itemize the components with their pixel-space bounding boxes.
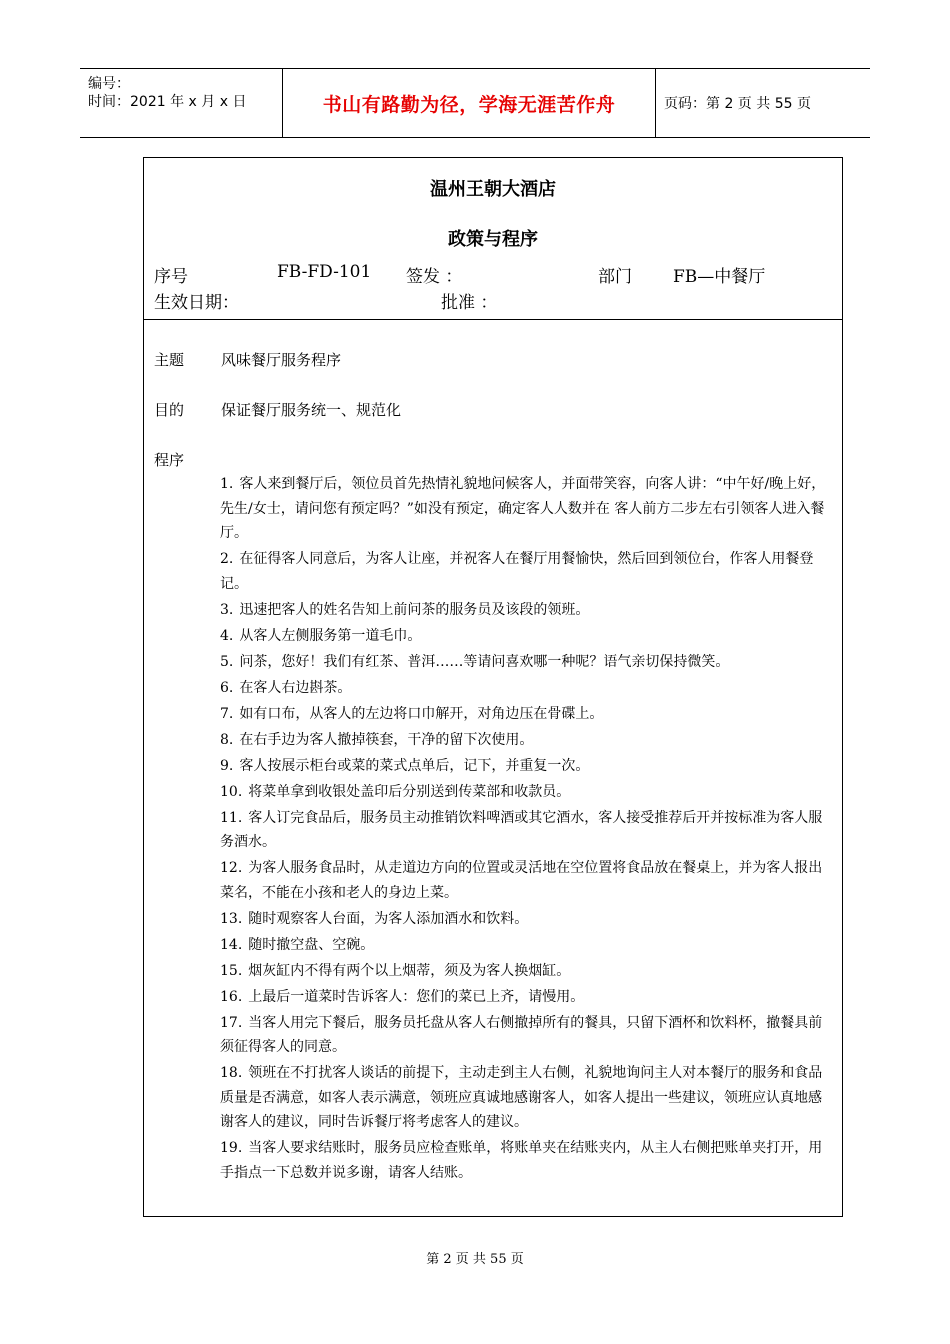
step-text: 当客人用完下餐后，服务员托盘从客人右侧撤掉所有的餐具，只留下酒杯和饮料杯，撤餐具前须征得客人的同意。 <box>220 1014 823 1056</box>
procedure-step <box>220 702 834 727</box>
step-number: 17. <box>220 1014 243 1031</box>
subject-value: 风味餐厅服务程序 <box>221 351 342 369</box>
step-number: 12. <box>220 860 243 877</box>
step-text: 随时观察客人台面，为客人添加酒水和饮料。 <box>248 910 529 927</box>
procedure-step <box>220 1061 834 1135</box>
step-text: 从客人左侧服务第一道毛巾。 <box>239 627 422 644</box>
step-number: 6. <box>220 679 234 696</box>
dept-value: FB—中餐厅 <box>673 267 766 287</box>
step-text: 迅速把客人的姓名告知上前问茶的服务员及该段的领班。 <box>239 601 590 618</box>
purpose-value: 保证餐厅服务统一、规范化 <box>221 401 402 419</box>
procedure-step <box>220 676 834 701</box>
approve-label: 批准 ： <box>441 293 498 313</box>
header-meta-cell <box>80 69 283 137</box>
subject-label: 主题 <box>154 351 185 369</box>
step-text: 如有口布，从客人的左边将口巾解开，对角边压在骨碟上。 <box>239 705 604 722</box>
header-motto-cell <box>283 69 656 137</box>
step-number: 1. <box>220 476 234 492</box>
effective-date-label: 生效日期： <box>154 293 239 313</box>
step-text: 烟灰缸内不得有两个以上烟蒂，须及为客人换烟缸。 <box>248 962 571 979</box>
serial-value: FB-FD-101 <box>277 262 372 282</box>
step-text: 客人按展示柜台或菜的菜式点单后，记下，并重复一次。 <box>239 757 590 774</box>
step-text: 在征得客人同意后，为客人让座，并祝客人在餐厅用餐愉快，然后回到领位台，作客人用餐登记。 <box>220 551 814 592</box>
procedure-step <box>220 985 834 1010</box>
step-text: 将菜单拿到收银处盖印后分别送到传菜部和收款员。 <box>248 783 571 800</box>
procedure-label: 程序 <box>154 451 185 469</box>
step-number: 19. <box>220 1140 243 1157</box>
step-number: 11. <box>220 809 243 826</box>
step-number: 18. <box>220 1065 243 1082</box>
step-text: 客人来到餐厅后，领位员首先热情礼貌地问候客人，并面带笑容，向客人讲：“中午好/晚上好，先生/女士，请问您有预定吗？”如没有预定，确定客人人数并在 客人前方二步左右引领客人进入餐厅。 <box>220 476 826 542</box>
time-label: 时间：2021 年 x 月 x 日 <box>88 94 247 110</box>
procedure-step <box>220 728 834 753</box>
step-number: 8. <box>220 731 234 748</box>
issued-label: 签发 ： <box>406 267 463 287</box>
step-text: 随时撤空盘、空碗。 <box>248 936 375 953</box>
step-text: 为客人服务食品时，从走道边方向的位置或灵活地在空位置将食品放在餐桌上，并为客人报出菜名，不能在小孩和老人的身边上菜。 <box>220 860 823 901</box>
procedure-step <box>220 780 834 805</box>
document-type: 政策与程序 <box>448 229 538 250</box>
step-text: 当客人要求结账时，服务员应检查账单，将账单夹在结账夹内，从主人右侧把账单夹打开，用手指点一下总数并说多谢，请客人结账。 <box>220 1140 823 1182</box>
motto-text: 书山有路勤为径，学海无涯苦作舟 <box>322 93 616 116</box>
hotel-name: 温州王朝大酒店 <box>430 179 556 200</box>
step-text: 客人订完食品后，服务员主动推销饮料啤酒或其它酒水，客人接受推荐后开并按标准为客人服务酒水。 <box>220 809 823 851</box>
step-number: 16. <box>220 988 243 1005</box>
step-number: 9. <box>220 757 234 774</box>
procedure-step <box>220 1136 834 1185</box>
step-text: 问茶，您好！我们有红茶、普洱……等请问喜欢哪一种呢？语气亲切保持微笑。 <box>239 653 730 670</box>
serial-label: 序号 <box>154 267 188 287</box>
purpose-label: 目的 <box>154 401 185 419</box>
procedure-list <box>220 472 834 1187</box>
step-text: 上最后一道菜时告诉客人：您们的菜已上齐，请慢用。 <box>248 988 585 1005</box>
page-header <box>80 68 870 138</box>
number-label: 编号： <box>88 76 130 92</box>
procedure-step <box>220 1011 834 1060</box>
step-number: 14. <box>220 936 243 953</box>
procedure-step <box>220 907 834 932</box>
step-number: 10. <box>220 783 243 800</box>
document-box <box>143 157 843 1217</box>
procedure-step <box>220 806 834 855</box>
step-number: 5. <box>220 653 234 670</box>
procedure-step <box>220 472 834 546</box>
procedure-step <box>220 933 834 958</box>
step-text: 在右手边为客人撤掉筷套，干净的留下次使用。 <box>239 731 534 748</box>
page-footer: 第 2 页 共 55 页 <box>426 1252 524 1267</box>
procedure-step <box>220 598 834 623</box>
page-label: 页码：第 2 页 共 55 页 <box>664 96 811 112</box>
procedure-step <box>220 624 834 649</box>
procedure-step <box>220 754 834 779</box>
step-number: 15. <box>220 962 243 979</box>
procedure-step <box>220 650 834 675</box>
dept-label: 部门 <box>598 267 632 287</box>
step-number: 3. <box>220 601 234 618</box>
procedure-step <box>220 547 834 596</box>
step-text: 在客人右边斟茶。 <box>239 679 352 696</box>
step-number: 2. <box>220 551 234 568</box>
step-number: 4. <box>220 627 234 644</box>
step-text: 领班在不打扰客人谈话的前提下，主动走到主人右侧，礼貌地询问主人对本餐厅的服务和食品质量是否满意，如客人表示满意，领班应真诚地感谢客人，如客人提出一些建议，领班应认真地感谢客人的建议，同时告诉餐厅将考虑客人的建议。 <box>220 1065 823 1131</box>
section-divider <box>144 319 842 320</box>
step-number: 7. <box>220 705 234 722</box>
header-page-cell <box>656 69 870 137</box>
step-number: 13. <box>220 910 243 927</box>
procedure-step <box>220 856 834 905</box>
procedure-step <box>220 959 834 984</box>
